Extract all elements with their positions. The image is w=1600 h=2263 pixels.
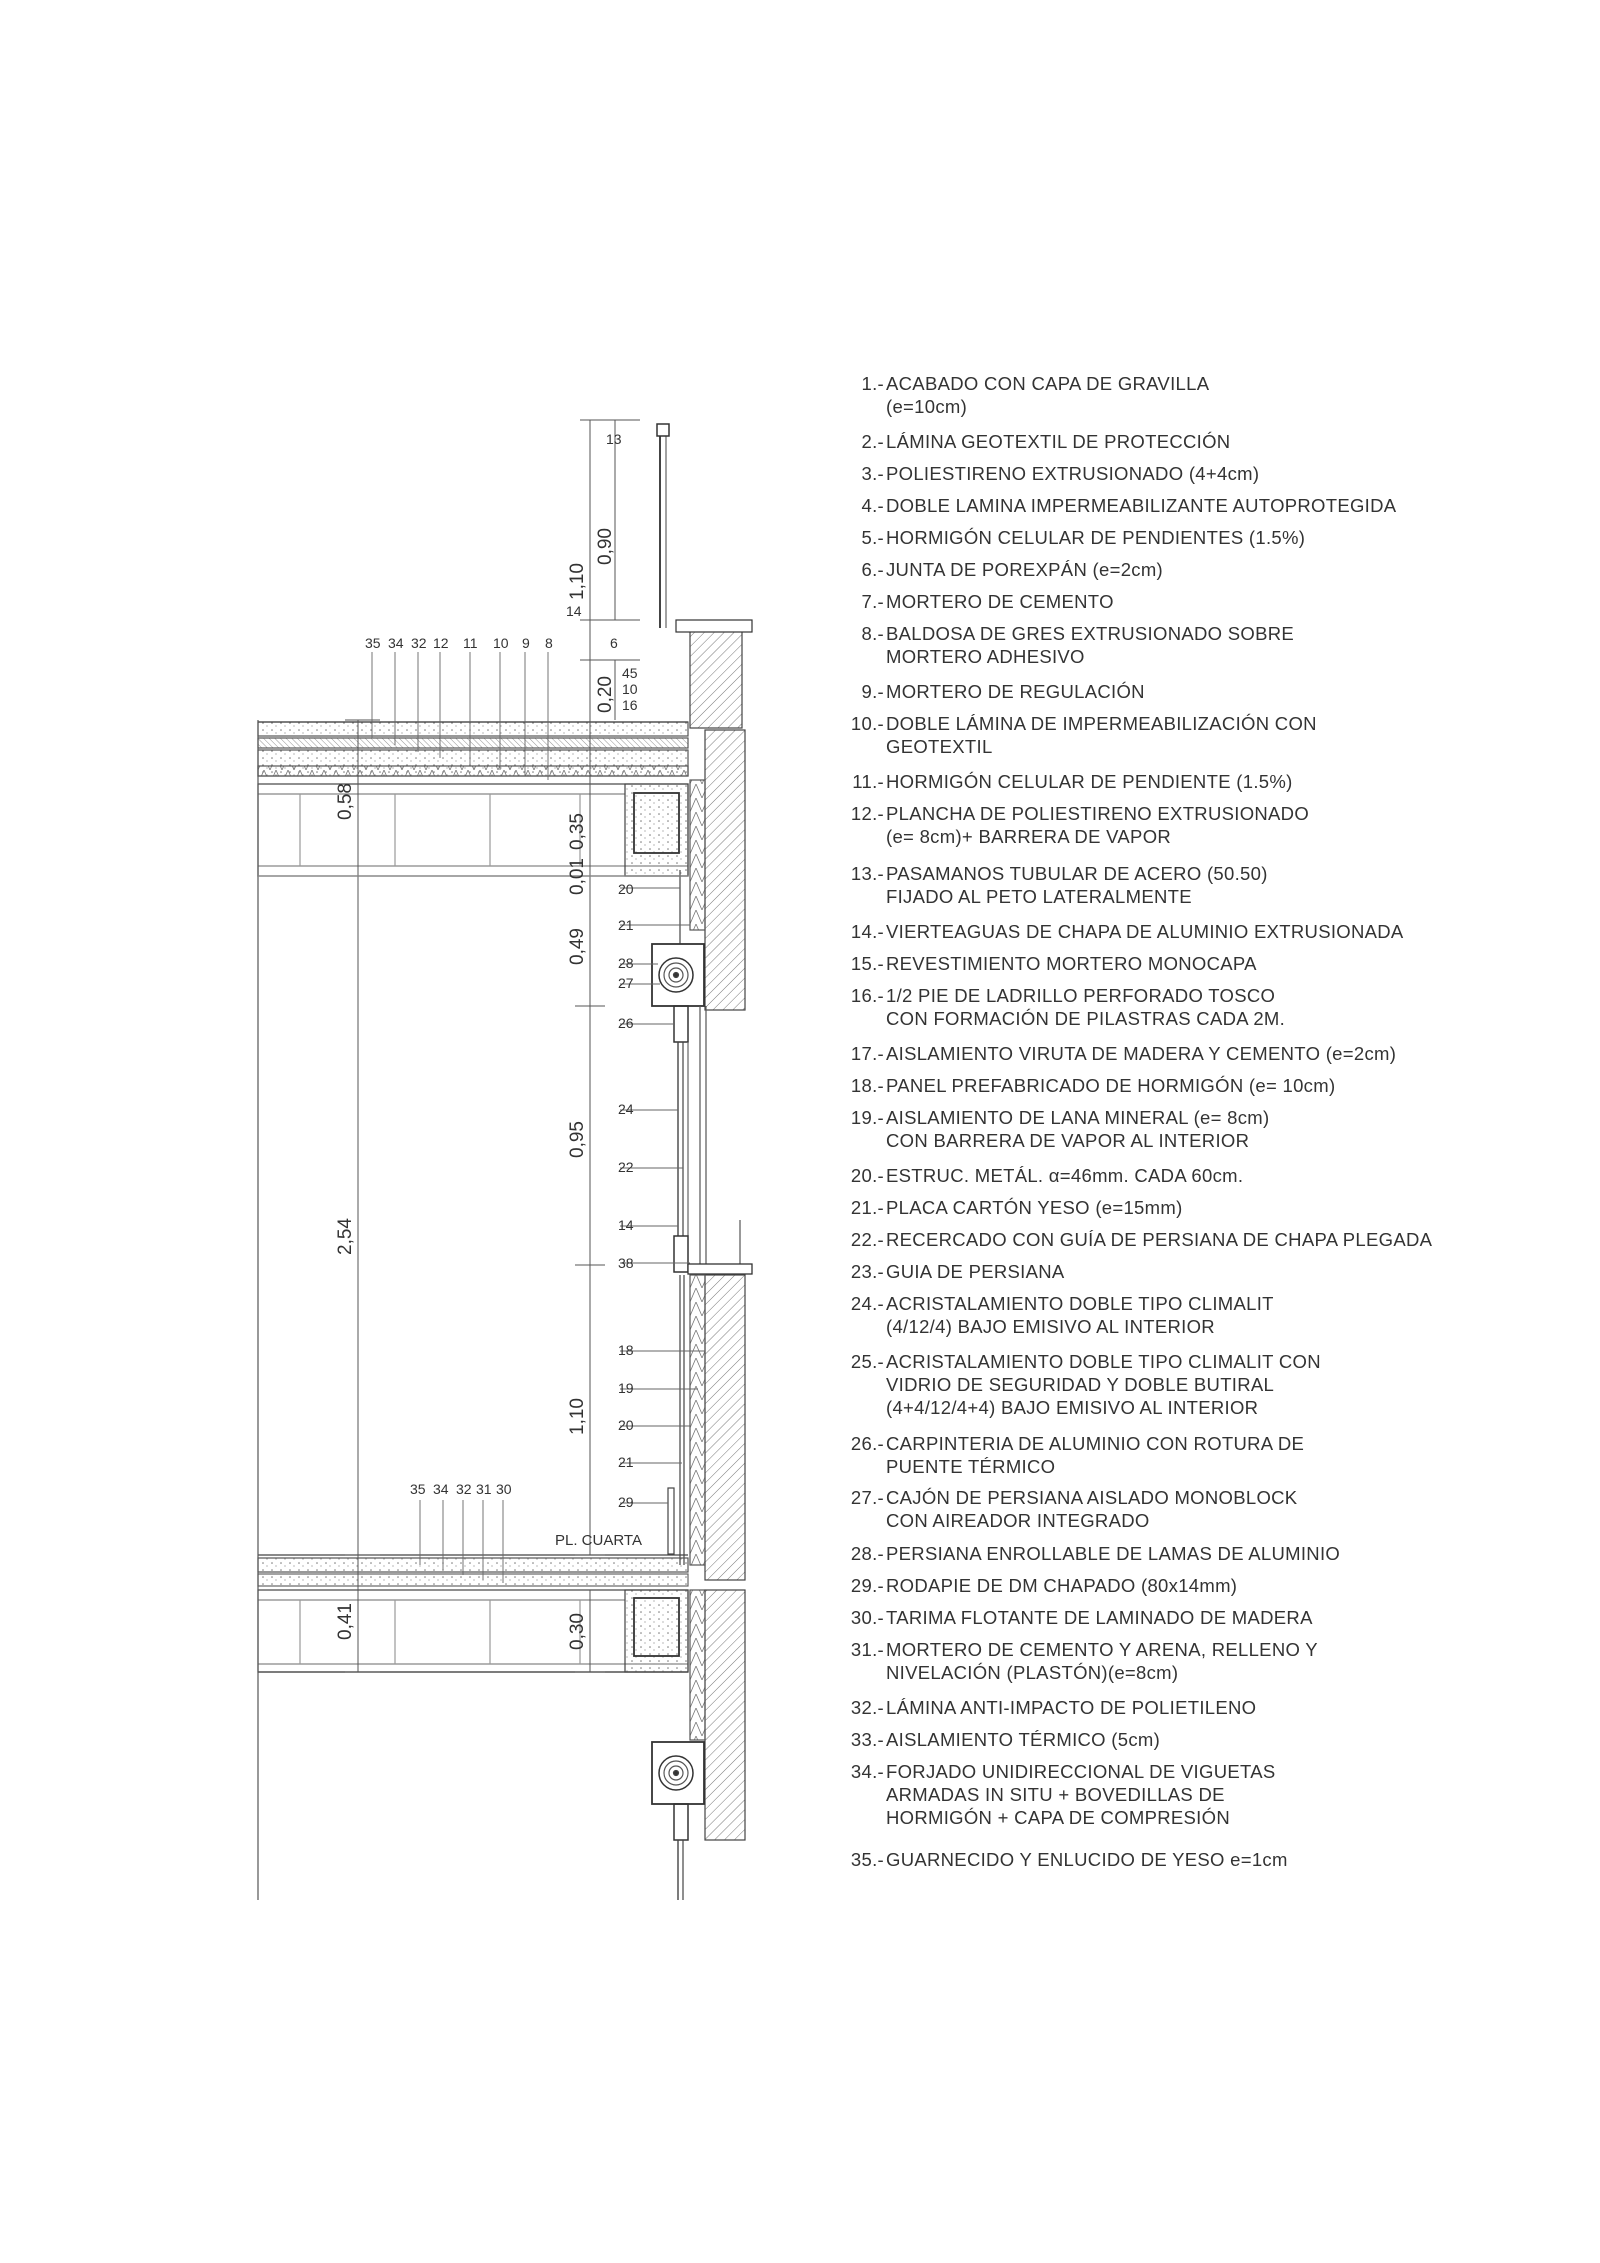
legend-item-number: 22.-	[850, 1229, 884, 1250]
window-sill	[688, 1264, 752, 1274]
legend-item-text: LÁMINA GEOTEXTIL DE PROTECCIÓN	[886, 431, 1231, 452]
callout-numbers	[365, 431, 642, 1549]
callout-14-top: 14	[566, 603, 582, 619]
facade-insulation-lower	[690, 1275, 705, 1565]
legend-item-number: 32.-	[850, 1697, 884, 1718]
dim-0-49: 0,49	[567, 928, 588, 965]
callout-21-upper: 21	[618, 917, 634, 933]
dimension-lines	[258, 420, 690, 1672]
legend-item-number: 1.-	[861, 373, 884, 394]
callout-floor-31: 31	[476, 1481, 492, 1497]
legend-item-text: POLIESTIRENO EXTRUSIONADO (4+4cm)	[886, 463, 1260, 484]
legend-item-number: 33.-	[850, 1729, 884, 1750]
callout-24: 24	[618, 1101, 634, 1117]
legend-item-number: 31.-	[850, 1639, 884, 1660]
legend-item-text: HORMIGÓN CELULAR DE PENDIENTE (1.5%)	[886, 771, 1293, 792]
dim-0-58: 0,58	[335, 783, 356, 820]
legend-item-number: 6.-	[861, 559, 884, 580]
callout-45: 45	[622, 665, 638, 681]
legend-item-number: 15.-	[850, 953, 884, 974]
legend-item-text: ACABADO CON CAPA DE GRAVILLA (e=10cm)	[886, 373, 1210, 417]
baseboard	[668, 1488, 674, 1554]
legend-item-text: MORTERO DE CEMENTO Y ARENA, RELLENO Y NIVELACIÓN (PLASTÓN)(e=8cm)	[886, 1639, 1318, 1683]
callout-38: 38	[618, 1255, 634, 1271]
legend-item-text: BALDOSA DE GRES EXTRUSIONADO SOBRE MORTERO ADHESIVO	[886, 623, 1295, 667]
dim-0-95: 0,95	[567, 1121, 588, 1158]
legend-item-text: VIERTEAGUAS DE CHAPA DE ALUMINIO EXTRUSIONADA	[886, 921, 1404, 942]
window-frame-sill	[674, 1236, 688, 1272]
callout-floor-35: 35	[410, 1481, 426, 1497]
legend-item-text: PLACA CARTÓN YESO (e=15mm)	[886, 1197, 1183, 1218]
legend-item-number: 18.-	[850, 1075, 884, 1096]
callout-6: 6	[610, 635, 618, 651]
callout-top-10: 10	[493, 635, 509, 651]
roof-slab	[258, 784, 688, 876]
legend-item-number: 7.-	[861, 591, 884, 612]
callout-27: 27	[618, 975, 634, 991]
facade-insulation-upper	[690, 780, 705, 930]
legend-item-number: 30.-	[850, 1607, 884, 1628]
callout-19: 19	[618, 1380, 634, 1396]
legend-item-number: 29.-	[850, 1575, 884, 1596]
callout-top-35: 35	[365, 635, 381, 651]
legend-item-text: AISLAMIENTO VIRUTA DE MADERA Y CEMENTO (e=2cm)	[886, 1043, 1397, 1064]
legend-item-text: HORMIGÓN CELULAR DE PENDIENTES (1.5%)	[886, 527, 1306, 548]
callout-22: 22	[618, 1159, 634, 1175]
legend-item-number: 8.-	[861, 623, 884, 644]
callout-14-sill: 14	[618, 1217, 634, 1233]
parapet-coping	[676, 620, 752, 632]
legend-item-number: 20.-	[850, 1165, 884, 1186]
legend-item-text: JUNTA DE POREXPÁN (e=2cm)	[886, 559, 1164, 580]
callout-18: 18	[618, 1342, 634, 1358]
dim-1-10-bottom: 1,10	[567, 1398, 588, 1435]
callout-top-8: 8	[545, 635, 553, 651]
callout-29: 29	[618, 1494, 634, 1510]
legend-item-number: 27.-	[850, 1487, 884, 1508]
legend-item-text: PANEL PREFABRICADO DE HORMIGÓN (e= 10cm)	[886, 1075, 1336, 1096]
parapet-wall	[690, 628, 742, 728]
legend-item-number: 9.-	[861, 681, 884, 702]
callout-13: 13	[606, 431, 622, 447]
legend-item-text: PERSIANA ENROLLABLE DE LAMAS DE ALUMINIO	[886, 1543, 1341, 1564]
roof-gravel-layer	[258, 722, 688, 736]
callout-21-lower: 21	[618, 1454, 634, 1470]
callout-16: 16	[622, 697, 638, 713]
legend-item-number: 23.-	[850, 1261, 884, 1282]
handrail-tube	[657, 424, 669, 436]
legend-item-number: 10.-	[850, 713, 884, 734]
floor-slab	[258, 1590, 688, 1672]
callout-28: 28	[618, 955, 634, 971]
legend-item-number: 28.-	[850, 1543, 884, 1564]
legend-item-text: REVESTIMIENTO MORTERO MONOCAPA	[886, 953, 1257, 974]
legend-item-text: TARIMA FLOTANTE DE LAMINADO DE MADERA	[886, 1607, 1313, 1628]
facade-brick-upper	[705, 730, 745, 1010]
legend-item-text: MORTERO DE CEMENTO	[886, 591, 1114, 612]
floor-finish-layers	[258, 1558, 688, 1572]
legend-item-number: 12.-	[850, 803, 884, 824]
legend-item-text: MORTERO DE REGULACIÓN	[886, 681, 1145, 702]
callout-26: 26	[618, 1015, 634, 1031]
legend-item-number: 2.-	[861, 431, 884, 452]
legend-item-text: RECERCADO CON GUÍA DE PERSIANA DE CHAPA PLEGADA	[886, 1229, 1433, 1250]
legend-item-number: 5.-	[861, 527, 884, 548]
facade-brick-base	[705, 1590, 745, 1840]
dim-0-35: 0,35	[567, 813, 588, 850]
callout-floor-32: 32	[456, 1481, 472, 1497]
dim-0-01: 0,01	[567, 858, 588, 895]
floor-level-label: PL. CUARTA	[555, 1532, 642, 1549]
legend-item-number: 25.-	[850, 1351, 884, 1372]
legend-item-number: 21.-	[850, 1197, 884, 1218]
callout-20-upper: 20	[618, 881, 634, 897]
legend-item-text: DOBLE LÁMINA DE IMPERMEABILIZACIÓN CON GEOTEXTIL	[886, 713, 1317, 757]
legend-item-number: 34.-	[850, 1761, 884, 1782]
legend-item-text: CAJÓN DE PERSIANA AISLADO MONOBLOCK CON AIREADOR INTEGRADO	[886, 1487, 1298, 1531]
legend-item-number: 3.-	[861, 463, 884, 484]
legend-item-text: GUIA DE PERSIANA	[886, 1261, 1065, 1282]
dim-0-41: 0,41	[335, 1603, 356, 1640]
callout-top-34: 34	[388, 635, 404, 651]
callout-top-11: 11	[463, 635, 478, 651]
dim-0-90: 0,90	[595, 528, 616, 565]
legend-item-text: AISLAMIENTO TÉRMICO (5cm)	[886, 1729, 1161, 1750]
callout-top-9: 9	[522, 635, 530, 651]
callout-10-parapet: 10	[622, 681, 638, 697]
dim-0-30: 0,30	[567, 1613, 588, 1650]
legend-item-text: PLANCHA DE POLIESTIRENO EXTRUSIONADO (e= 8cm)+ BARRERA DE VAPOR	[886, 803, 1310, 847]
dim-2-54: 2,54	[335, 1218, 356, 1255]
legend-item-text: 1/2 PIE DE LADRILLO PERFORADO TOSCO CON FORMACIÓN DE PILASTRAS CADA 2M.	[886, 985, 1286, 1029]
legend-item-number: 14.-	[850, 921, 884, 942]
legend-item-number: 24.-	[850, 1293, 884, 1314]
callout-20-lower: 20	[618, 1417, 634, 1433]
legend-item-text: ACRISTALAMIENTO DOBLE TIPO CLIMALIT CON VIDRIO DE SEGURIDAD Y DOBLE BUTIRAL (4+4/12/4+4) BAJO EMISIVO AL INTERIOR	[886, 1351, 1321, 1418]
legend-item-number: 17.-	[850, 1043, 884, 1064]
callout-floor-34: 34	[433, 1481, 449, 1497]
legend-item-number: 4.-	[861, 495, 884, 516]
callout-floor-30: 30	[496, 1481, 512, 1497]
facade-brick-lower	[705, 1275, 745, 1580]
legend-item-text: GUARNECIDO Y ENLUCIDO DE YESO e=1cm	[886, 1849, 1288, 1870]
callout-top-32: 32	[411, 635, 427, 651]
legend-item-text: FORJADO UNIDIRECCIONAL DE VIGUETAS ARMADAS IN SITU + BOVEDILLAS DE HORMIGÓN + CAPA DE COMPRESIÓN	[886, 1761, 1276, 1828]
legend-item-number: 26.-	[850, 1433, 884, 1454]
window-frame-head	[674, 1006, 688, 1042]
legend-item-number: 19.-	[850, 1107, 884, 1128]
legend-item-text: RODAPIE DE DM CHAPADO (80x14mm)	[886, 1575, 1238, 1596]
dim-1-10-top: 1,10	[567, 563, 588, 600]
legend-item-text: ESTRUC. METÁL. α=46mm. CADA 60cm.	[886, 1165, 1244, 1186]
legend-item-number: 35.-	[850, 1849, 884, 1870]
legend-item-number: 16.-	[850, 985, 884, 1006]
legend-item-text: AISLAMIENTO DE LANA MINERAL (e= 8cm) CON BARRERA DE VAPOR AL INTERIOR	[886, 1107, 1270, 1151]
legend-item-number: 13.-	[850, 863, 884, 884]
legend-item-text: CARPINTERIA DE ALUMINIO CON ROTURA DE PUENTE TÉRMICO	[886, 1433, 1305, 1477]
callout-top-12: 12	[433, 635, 449, 651]
legend-item-text: ACRISTALAMIENTO DOBLE TIPO CLIMALIT (4/12/4) BAJO EMISIVO AL INTERIOR	[886, 1293, 1274, 1337]
floor-mortar-layer	[258, 1574, 688, 1586]
roof-insulation-layer	[258, 738, 688, 748]
legend-item-text: DOBLE LAMINA IMPERMEABILIZANTE AUTOPROTEGIDA	[886, 495, 1397, 516]
legend-item-text: PASAMANOS TUBULAR DE ACERO (50.50) FIJADO AL PETO LATERALMENTE	[886, 863, 1268, 907]
legend-item-text: LÁMINA ANTI-IMPACTO DE POLIETILENO	[886, 1697, 1257, 1718]
dim-0-20: 0,20	[595, 676, 616, 713]
legend-item-number: 11.-	[852, 771, 884, 792]
roof-insulation-board	[258, 766, 688, 776]
